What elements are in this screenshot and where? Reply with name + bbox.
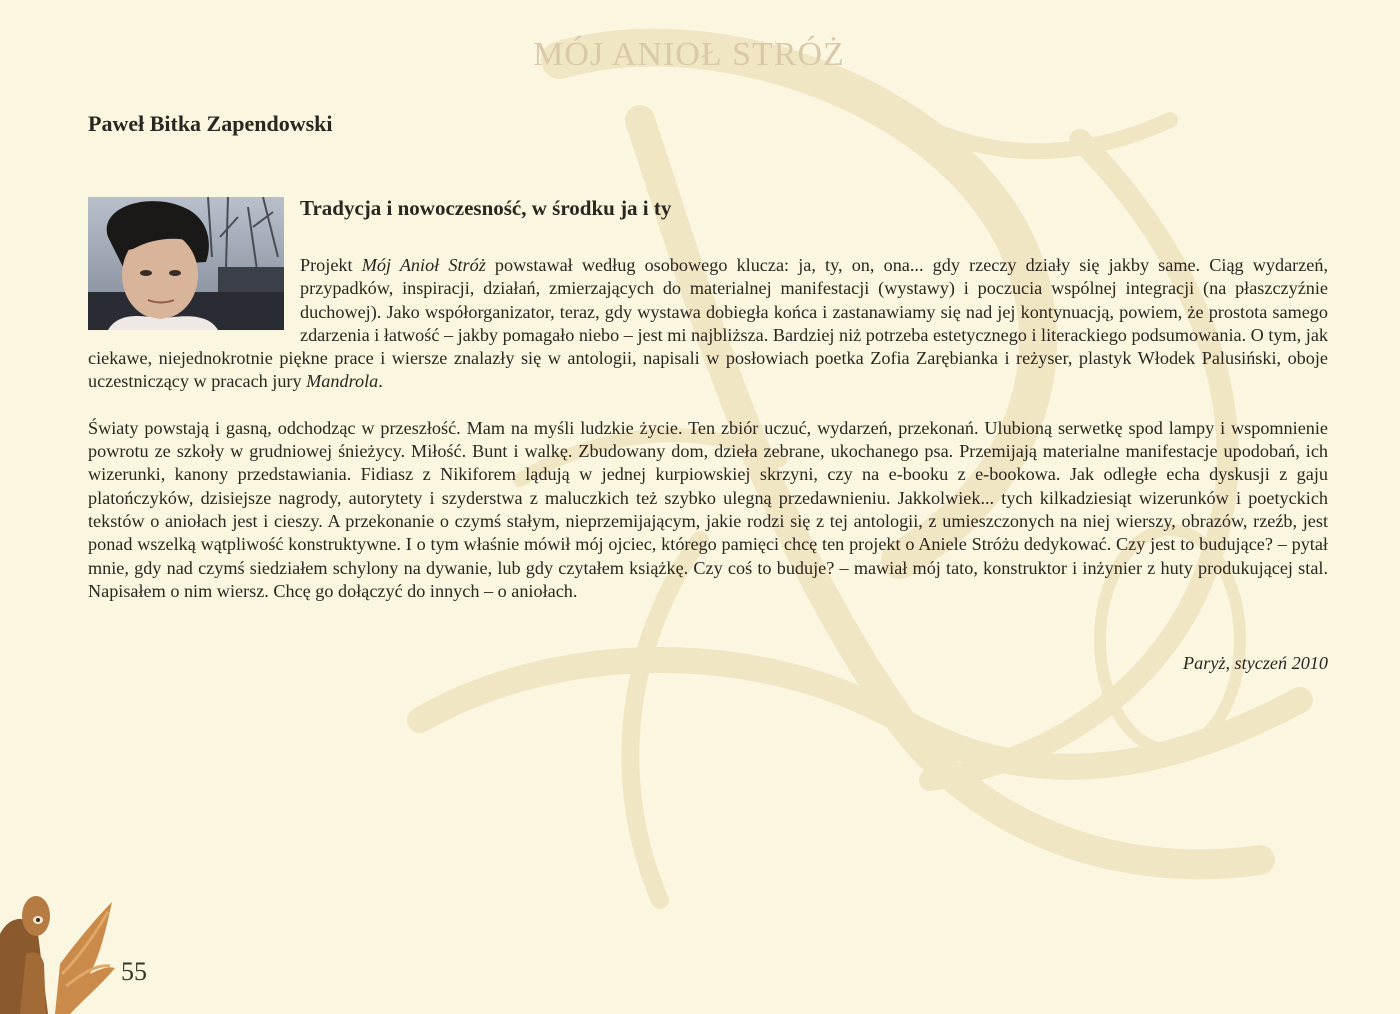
page-number: 55 — [121, 957, 147, 986]
project-title-italic: Mój Anioł Stróż — [361, 255, 486, 275]
place-date-signature: Paryż, styczeń 2010 — [1183, 653, 1328, 673]
article-title: Tradycja i nowoczesność, w środku ja i ty — [300, 196, 672, 220]
paragraph-2: Światy powstają i gasną, odchodząc w przeszłość. Mam na myśli ludzkie życie. Ten zbiór uczuć, wydarzeń, przekonań. Ulubioną serwetkę spod lampy i wspomnienie powrotu ze szkoły w grudniowej śnieżycy. Miłość. Bunt i walkę. Zbudowany dom, dzieła zebrane, ukochanego psa. Przemijają materialne manifestacje upodobań, ich wizerunki, kanony przedstawiania. Fidiasz z Nikiforem lądują w jednej kurpiowskiej skrzyni, czy na e-booku z e-bookowa. Jak odległe echa dyskusji z gaju platończyków, dzisiejsze nagrody, autorytety i szyderstwa z maluczkich też szybko ulegną przedawnieniu. Jakkolwiek... tych kilkadziesiąt wizerunków i poetyckich tekstów o aniołach jest i cieszy. A przekonanie o czymś stałym, nieprzemijającym, jakie rodzi się z tej antologii, z umieszczonych na niej wierszy, obrazów, rzeźb, jest ponad wszelką wątpliwość konstruktywne. I o tym właśnie mówił mój ojciec, którego pamięci chcę ten projekt o Aniele Stróżu dedykować. Czy jest to budujące? – pytał mnie, gdy nad czymś siedziałem schylony na dywanie, lub gdy czytałem książkę. Czy coś to buduje? – mawiał mój tato, konstruktor i inżynier z huty produkującej stal. Napisałem o nim wiersz. Chcę go dołączyć do innych – o aniołach. — [88, 417, 1328, 601]
paragraph-1 — [88, 254, 1328, 394]
publication-header: MÓJ ANIOŁ STRÓŻ — [533, 36, 845, 73]
author-name: Paweł Bitka Zapendowski — [88, 111, 333, 136]
jury-name-italic: Mandrola — [306, 371, 379, 392]
angel-figurine-image — [0, 894, 125, 1014]
paragraph-1-end: . — [378, 371, 383, 392]
paragraph-1-text: Projekt — [300, 255, 362, 275]
paragraph-1-text-continued: powstawał według osobowego klucza: ja, ty, on, ona... gdy rzeczy działy się jakby same. Ciąg wydarzeń, przypadków, inspiracji, działań, zmierzających do materialnej manifestacji (wystawy) i poczucia wspólnej integracji (na płaszczyźnie duchowej). Jako współorganizator, teraz, gdy wystawa dobiegła końca i zastanawiamy się nad jej kontynuacją, powiem, że prostota samego zdarzenia i łatwość – jakby pomagało niebo – jest mi najbliższa. Bardziej niż potrzeba estetycznego i literackiego podsumowania. O tym, jak ciekawe, niejednokrotnie piękne prace i wiersze znalazły się w antologii, napisali w posłowiach poetka Zofia Zarębianka i reżyser, plastyk Włodek Palusiński, oboje uczestniczący w pracach jury — [88, 255, 1328, 392]
article-body — [88, 254, 1328, 603]
